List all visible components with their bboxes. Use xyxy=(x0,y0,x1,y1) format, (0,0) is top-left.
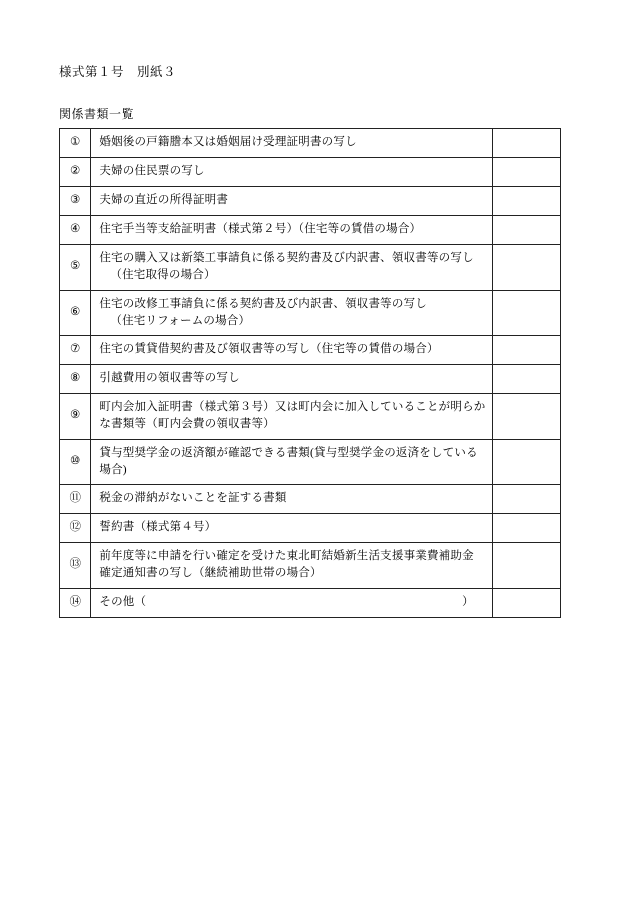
row-description xyxy=(91,245,493,291)
row-number: ⑪ xyxy=(60,485,91,514)
row-number: ⑬ xyxy=(60,543,91,589)
row-line-1: 夫婦の住民票の写し xyxy=(99,165,205,178)
row-description xyxy=(91,336,493,365)
row-number: ⑨ xyxy=(60,394,91,440)
row-checkbox-cell[interactable] xyxy=(493,129,561,158)
row-checkbox-cell[interactable] xyxy=(493,365,561,394)
table-row xyxy=(60,588,561,617)
row-line-1: 住宅の購入又は新築工事請負に係る契約書及び内訳書、領収書等の写し xyxy=(99,252,474,264)
row-checkbox-cell[interactable] xyxy=(493,439,561,485)
table-row xyxy=(60,216,561,245)
row-description xyxy=(91,129,493,158)
row-line-1: 貸与型奨学金の返済額が確認できる書類(貸与型奨学金の返済をしている xyxy=(99,446,478,459)
documents-table xyxy=(59,128,561,618)
row-description xyxy=(91,543,493,589)
table-row xyxy=(60,245,561,291)
row-number: ③ xyxy=(60,187,91,216)
row-line-1: 住宅の賃貸借契約書及び領収書等の写し（住宅等の賃借の場合） xyxy=(99,343,439,356)
row-line-1: 町内会加入証明書（様式第３号）又は町内会に加入していることが明らか xyxy=(99,401,486,413)
row-number: ⑩ xyxy=(60,439,91,485)
row-checkbox-cell[interactable] xyxy=(493,290,561,336)
documents-table-body xyxy=(60,129,561,618)
table-row xyxy=(60,543,561,589)
row-checkbox-cell[interactable] xyxy=(493,394,561,440)
row-line-1: その他（ ） xyxy=(99,595,474,608)
row-line-1: 住宅手当等支給証明書（様式第２号）（住宅等の賃借の場合） xyxy=(99,223,422,236)
row-checkbox-cell[interactable] xyxy=(493,158,561,187)
row-line-2: 確定通知書の写し（継続補助世帯の場合） xyxy=(99,567,322,580)
row-checkbox-cell[interactable] xyxy=(493,216,561,245)
row-line-2: 場合) xyxy=(99,463,127,476)
row-checkbox-cell[interactable] xyxy=(493,245,561,291)
row-checkbox-cell[interactable] xyxy=(493,485,561,514)
table-row xyxy=(60,129,561,158)
row-description xyxy=(91,394,493,440)
page-title: 様式第１号 別紙３ xyxy=(59,65,177,79)
row-number: ⑭ xyxy=(60,588,91,617)
table-row xyxy=(60,439,561,485)
row-number: ② xyxy=(60,158,91,187)
row-checkbox-cell[interactable] xyxy=(493,187,561,216)
row-number: ① xyxy=(60,129,91,158)
row-number: ④ xyxy=(60,216,91,245)
table-row xyxy=(60,514,561,543)
table-row xyxy=(60,336,561,365)
row-line-1: 税金の滞納がないことを証する書類 xyxy=(99,492,287,505)
row-number: ⑦ xyxy=(60,336,91,365)
row-description xyxy=(91,158,493,187)
row-line-1: 住宅の改修工事請負に係る契約書及び内訳書、領収書等の写し xyxy=(99,297,427,310)
row-number: ⑥ xyxy=(60,290,91,336)
row-checkbox-cell[interactable] xyxy=(493,588,561,617)
row-description xyxy=(91,485,493,514)
row-line-2: （住宅取得の場合） xyxy=(110,269,216,282)
section-heading: 関係書類一覧 xyxy=(59,107,135,121)
row-line-1: 婚姻後の戸籍謄本又は婚姻届け受理証明書の写し xyxy=(99,136,357,149)
table-row xyxy=(60,158,561,187)
row-description xyxy=(91,514,493,543)
row-checkbox-cell[interactable] xyxy=(493,543,561,589)
row-description xyxy=(91,216,493,245)
row-description xyxy=(91,290,493,336)
row-number: ⑤ xyxy=(60,245,91,291)
table-row xyxy=(60,187,561,216)
row-checkbox-cell[interactable] xyxy=(493,336,561,365)
row-description xyxy=(91,588,493,617)
table-row xyxy=(60,394,561,440)
row-line-1: 夫婦の直近の所得証明書 xyxy=(99,194,229,207)
row-checkbox-cell[interactable] xyxy=(493,514,561,543)
table-row xyxy=(60,485,561,514)
row-line-1: 引越費用の領収書等の写し xyxy=(99,372,240,385)
row-description xyxy=(91,439,493,485)
row-line-2: な書類等（町内会費の領収書等） xyxy=(99,418,275,431)
row-line-2: （住宅リフォームの場合） xyxy=(110,314,251,327)
table-row xyxy=(60,290,561,336)
row-number: ⑫ xyxy=(60,514,91,543)
row-description xyxy=(91,365,493,394)
row-description xyxy=(91,187,493,216)
row-number: ⑧ xyxy=(60,365,91,394)
row-line-1: 誓約書（様式第４号） xyxy=(99,521,217,534)
table-row xyxy=(60,365,561,394)
row-line-1: 前年度等に申請を行い確定を受けた東北町結婚新生活支援事業費補助金 xyxy=(99,550,474,562)
